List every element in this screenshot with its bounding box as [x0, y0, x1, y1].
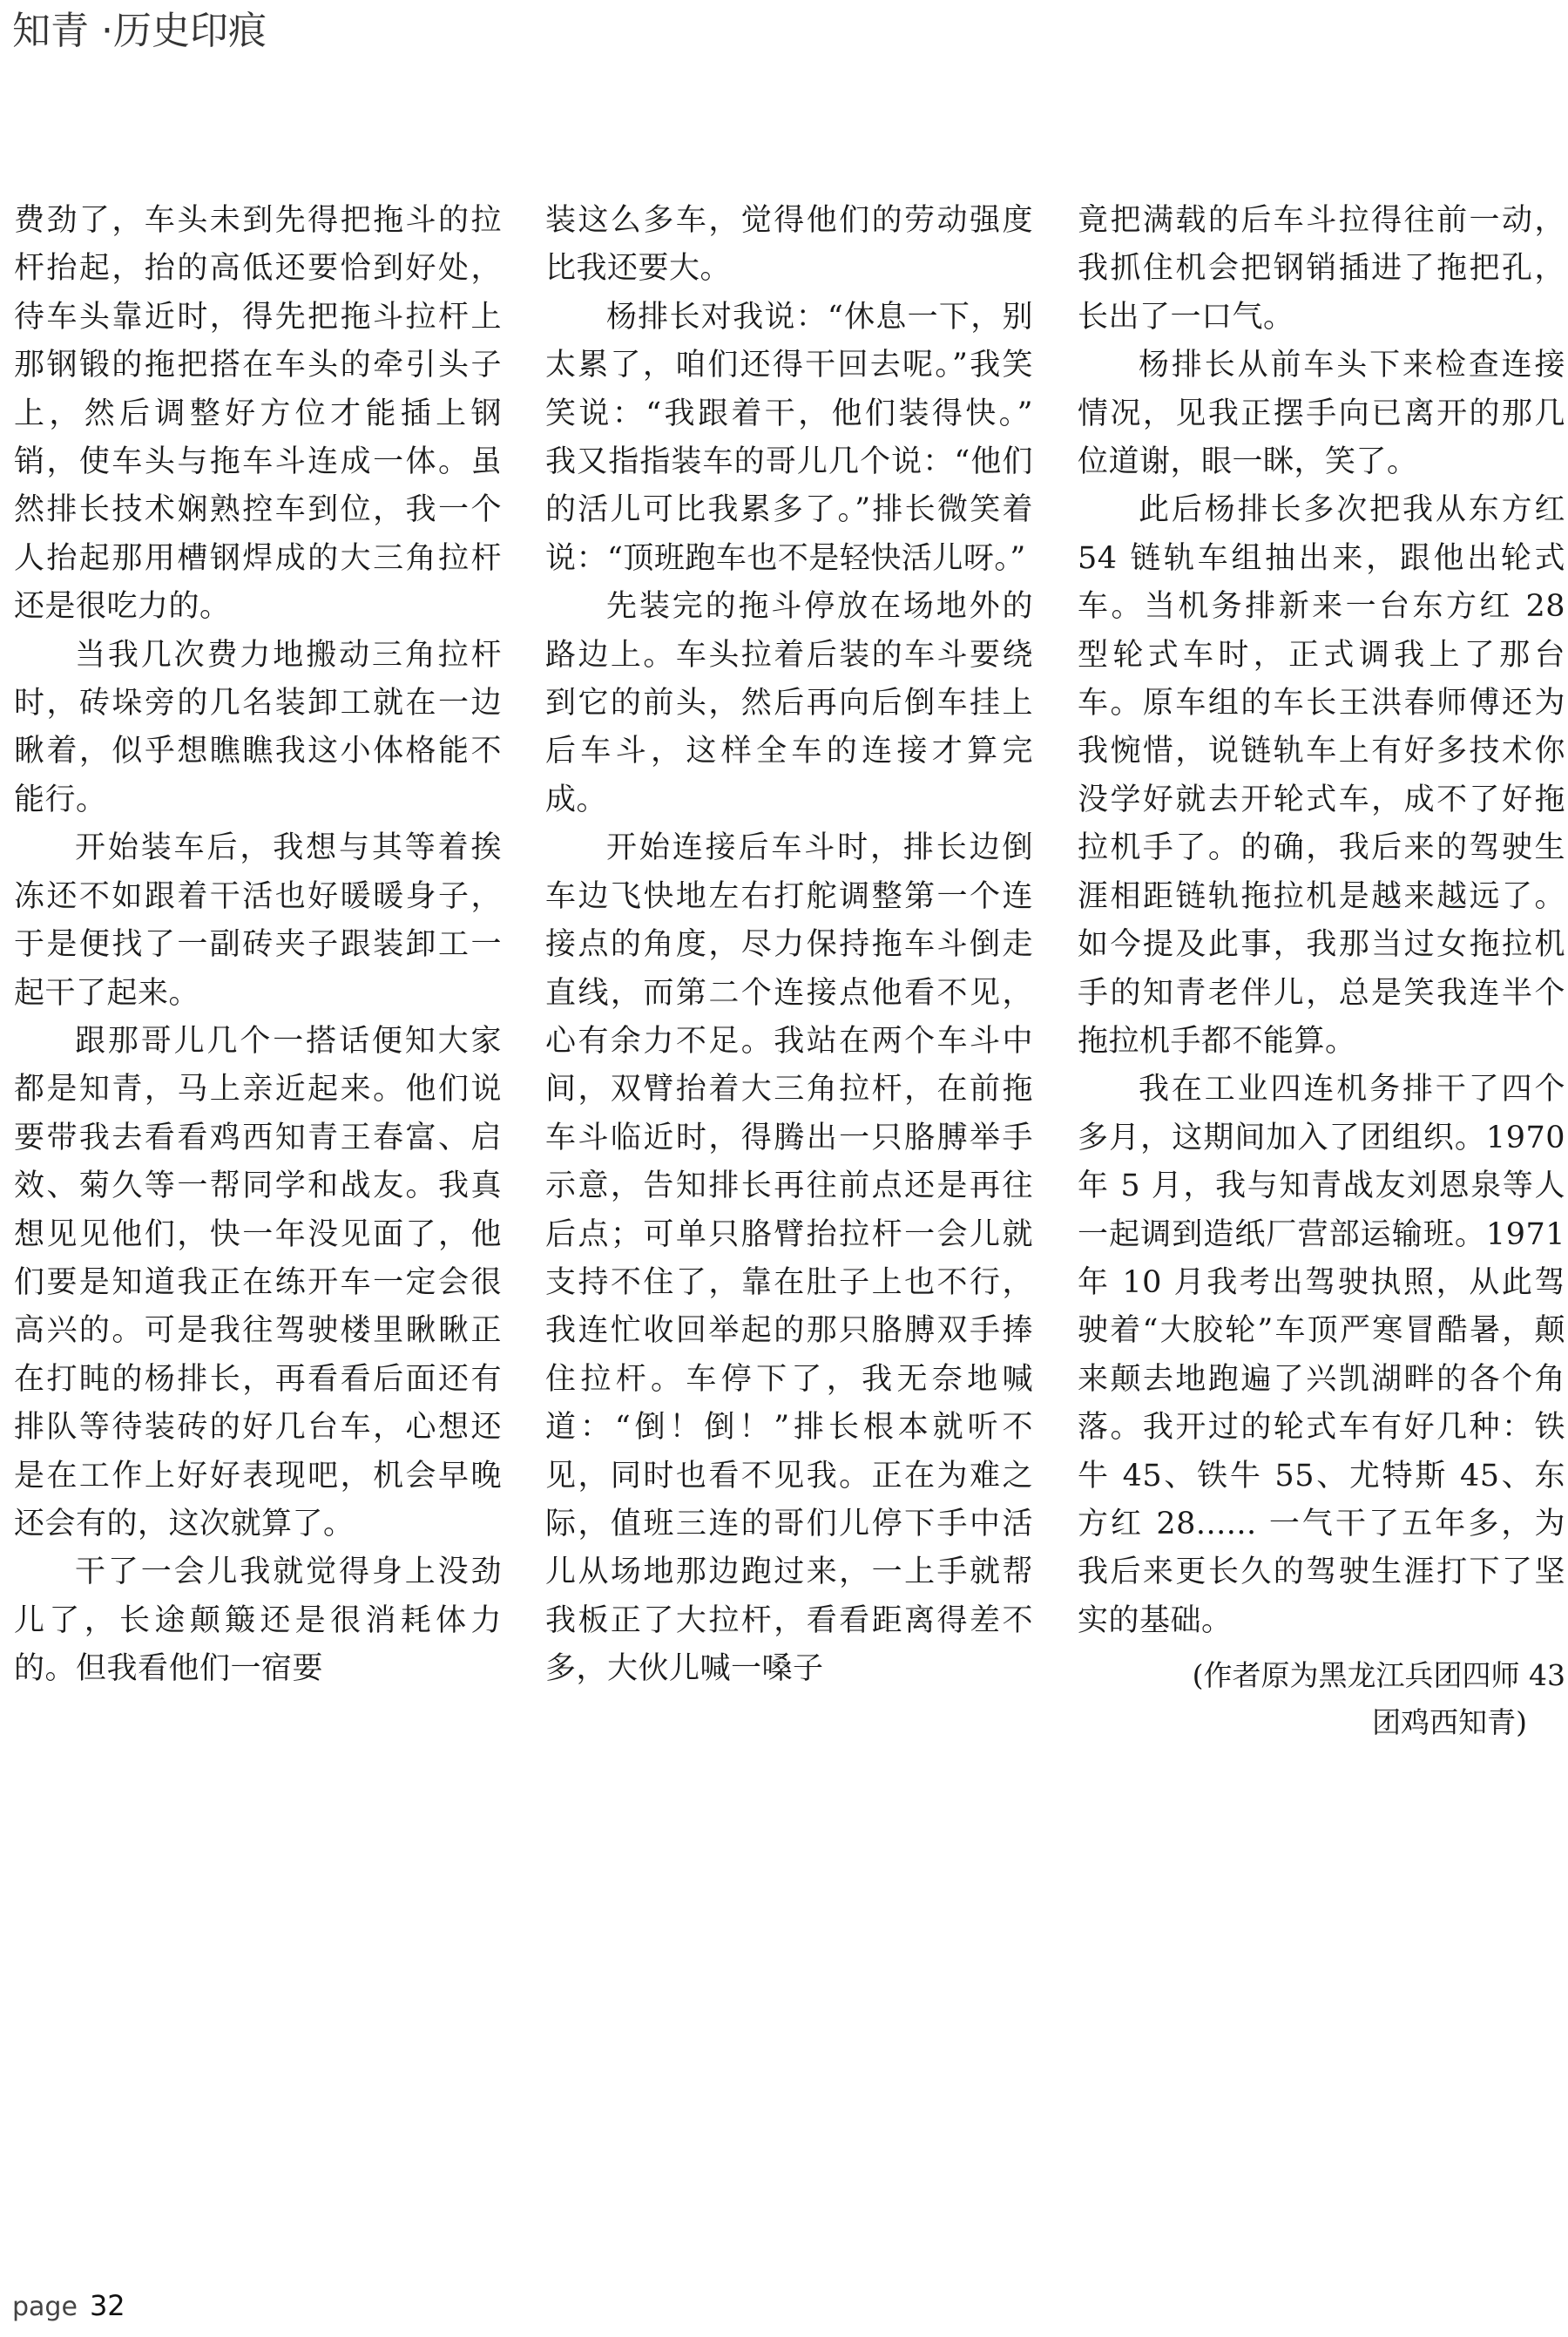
paragraph: 干了一会儿我就觉得身上没劲儿了，长途颠簸还是很消耗体力的。但我看他们一宿要: [14, 1555, 502, 1687]
paragraph: 竟把满载的后车斗拉得往前一动，我抓住机会把钢销插进了拖把孔，长出了一口气。: [1078, 203, 1565, 335]
paragraph: 杨排长从前车头下来检查连接情况，见我正摆手向已离开的那几位道谢，眼一眯，笑了。: [1078, 348, 1565, 480]
byline-line-2: 团鸡西知青): [1372, 1705, 1527, 1740]
paragraph: 杨排长对我说：“休息一下，别太累了，咱们还得干回去呢。”我笑笑说：“我跟着干，他们装得快。” 我又指指装车的哥儿几个说：“他们的活儿可比我累多了。”排长微笑着说：“顶班跑车也不是轻快活儿呀。”: [545, 299, 1033, 576]
paragraph: 当我几次费力地搬动三角拉杆时，砖垛旁的几名装卸工就在一边瞅着，似乎想瞧瞧我这小体格能不能行。: [14, 637, 502, 817]
article-column-2: [545, 197, 1033, 1694]
article-column-3: [1078, 197, 1565, 1746]
paragraph: 开始连接后车斗时，排长边倒车边飞快地左右打舵调整第一个连接点的角度，尽力保持拖车斗倒走直线，而第二个连接点他看不见，心有余力不足。我站在两个车斗中间，双臂抬着大三角拉杆，在前拖车斗临近时，得腾出一只胳膊举手示意，告知排长再往前点还是再往后点；可单只胳臂抬拉杆一会儿就支持不住了，靠在肚子上也不行，我连忙收回举起的那只胳膊双手捧住拉杆。车停下了，我无奈地喊道：“倒！倒！”排长根本就听不见，同时也看不见我。正在为难之际，值班三连的哥们儿停下手中活儿从场地那边跑过来，一上手就帮我板正了大拉杆，看看距离得差不多，大伙儿喊一嗓子: [545, 830, 1033, 1687]
page-label: page: [12, 2292, 78, 2322]
paragraph: 装这么多车，觉得他们的劳动强度比我还要大。: [545, 203, 1033, 287]
header-title: 知青 ·历史印痕: [12, 9, 267, 53]
paragraph: 我在工业四连机务排干了四个多月，这期间加入了团组织。1970 年 5 月，我与知青战友刘恩泉等人一起调到造纸厂营部运输班。1971 年 10 月我考出驾驶执照，从此驾驶着“大胶轮”车顶严寒冒酷暑，颠来颠去地跑遍了兴凯湖畔的各个角落。我开过的轮式车有好几种：铁牛 45、铁牛 55、尤特斯 45、东方红 28...... 一气干了五年多，为我后来更长久的驾驶生涯打下了坚实的基础。: [1078, 1072, 1565, 1638]
paragraph: 费劲了，车头未到先得把拖斗的拉杆抬起，抬的高低还要恰到好处，待车头靠近时，得先把拖斗拉杆上那钢锻的拖把搭在车头的牵引头子上，然后调整好方位才能插上钢销，使车头与拖车斗连成一体。虽然排长技术娴熟控车到位，我一个人抬起那用槽钢焊成的大三角拉杆还是很吃力的。: [14, 203, 502, 625]
paragraph: 此后杨排长多次把我从东方红 54 链轨车组抽出来，跟他出轮式车。当机务排新来一台东方红 28 型轮式车时，正式调我上了那台车。原车组的车长王洪春师傅还为我惋惜，说链轨车上有好多技术你没学好就去开轮式车，成不了好拖拉机手了。的确，我后来的驾驶生涯相距链轨拖拉机是越来越远了。如今提及此事，我那当过女拖拉机手的知青老伴儿，总是笑我连半个拖拉机手都不能算。: [1078, 492, 1565, 1059]
page-header: [12, 5, 267, 58]
page-footer: [12, 2288, 125, 2325]
paragraph: 先装完的拖斗停放在场地外的路边上。车头拉着后装的车斗要绕到它的前头，然后再向后倒车挂上后车斗，这样全车的连接才算完成。: [545, 589, 1033, 817]
paragraph: 开始装车后，我想与其等着挨冻还不如跟着干活也好暖暖身子，于是便找了一副砖夹子跟装卸工一起干了起来。: [14, 830, 502, 1011]
paragraph: 跟那哥儿几个一搭话便知大家都是知青，马上亲近起来。他们说要带我去看看鸡西知青王春富、启效、菊久等一帮同学和战友。我真想见见他们，快一年没见面了，他们要是知道我正在练开车一定会很高兴的。可是我往驾驶楼里瞅瞅正在打盹的杨排长，再看看后面还有排队等待装砖的好几台车，心想还是在工作上好好表现吧，机会早晚还会有的，这次就算了。: [14, 1023, 502, 1541]
byline-line-1: (作者原为黑龙江兵团四师 43: [1192, 1658, 1565, 1693]
author-byline: [1078, 1652, 1565, 1746]
article-column-1: [14, 197, 502, 1694]
page-number: 32: [89, 2289, 125, 2322]
